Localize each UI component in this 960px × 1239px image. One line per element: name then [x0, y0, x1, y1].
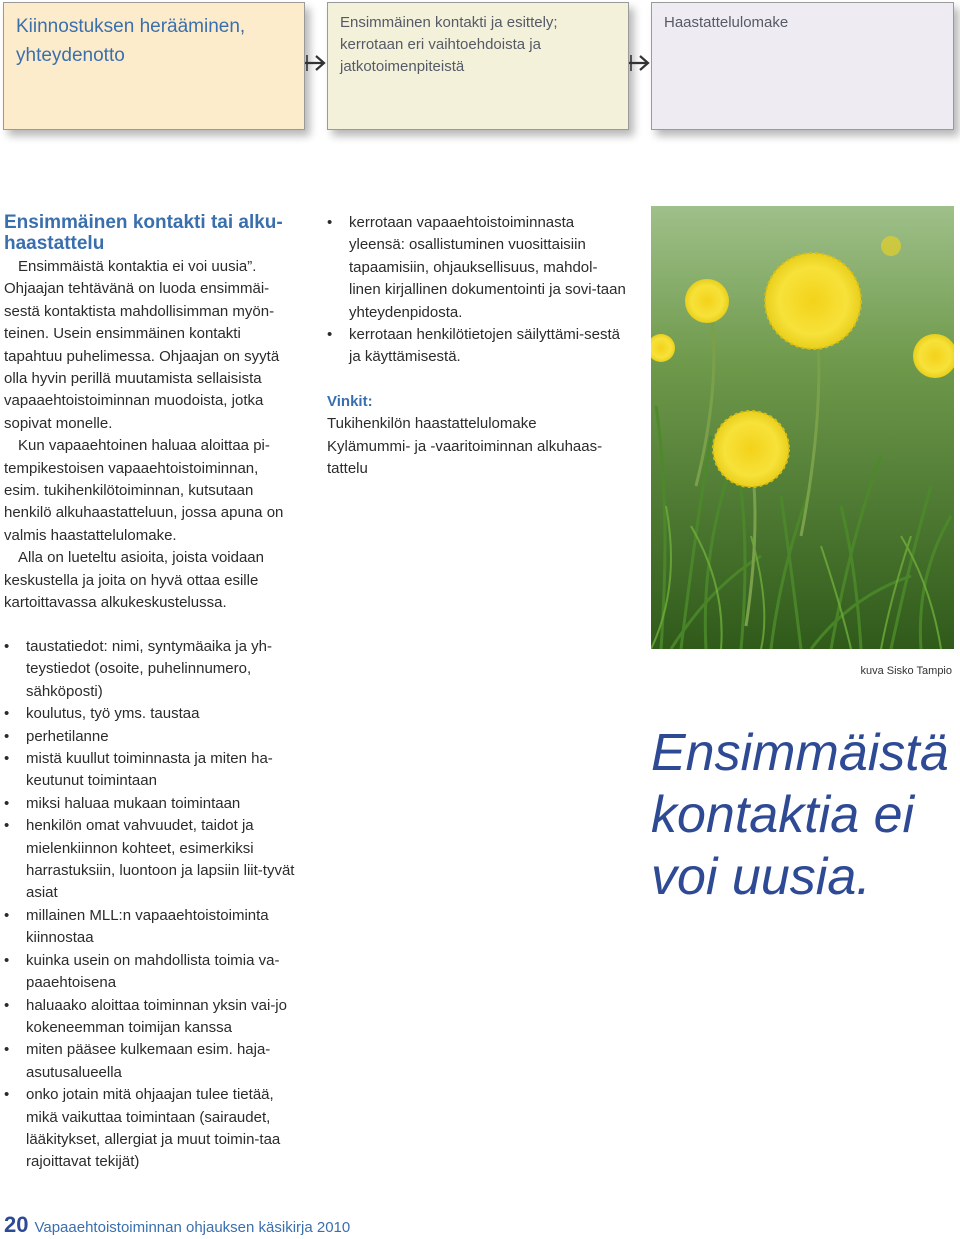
- page-footer: [4, 1212, 350, 1238]
- flow-step-1-text: Kiinnostuksen herääminen, yhteydenotto: [16, 16, 246, 66]
- list-item: • kuinka usein on mahdollista toimia va-paaehtoisena: [4, 950, 304, 995]
- interview-paragraph: Kun vapaaehtoinen haluaa aloittaa pi-tempikestoisen vapaaehtoistoiminnan, esim. tukihenkilötoiminnan, kutsutaan henkilö alkuhaastatteluun, jossa apuna on valmis haastattelulomake.: [4, 437, 284, 544]
- list-item: • kerrotaan henkilötietojen säilyttämi-sestä ja käyttämisestä.: [327, 324, 627, 369]
- arrow-right-icon: [304, 52, 326, 74]
- info-bullets: [327, 212, 627, 369]
- list-item: • henkilön omat vahvuudet, taidot ja mielenkiinnon kohteet, esimerkiksi harrastuksiin, luontoon ja lapsiin liit-tyvät asiat: [4, 815, 304, 905]
- flow-step-2: [327, 2, 629, 130]
- topics-list-container: [4, 636, 304, 1174]
- tips-item: Kylämummi- ja -vaaritoiminnan alkuhaas-tattelu: [327, 437, 603, 478]
- list-item: • miten pääsee kulkemaan esim. haja-asutusalueella: [4, 1039, 304, 1084]
- photo-credit: kuva Sisko Tampio: [860, 665, 952, 677]
- section-heading: Ensimmäinen kontakti tai alku-haastattelu: [4, 212, 283, 254]
- list-item: • haluaako aloittaa toiminnan yksin vai-jo kokeneemman toimijan kanssa: [4, 995, 304, 1040]
- book-title: Vapaaehtoistoiminnan ohjauksen käsikirja 2010: [34, 1219, 351, 1236]
- page-number: 20: [4, 1212, 29, 1237]
- list-item: • perhetilanne: [4, 726, 304, 748]
- arrow-right-icon: [628, 52, 650, 74]
- intro-paragraph: Ensimmäistä kontaktia ei voi uusia”. Ohjaajan tehtävänä on luoda ensimmäi-sestä kontaktista mahdollisimman myön-teinen. Usein ensimmäinen kontakti tapahtuu puhelimessa. Ohjaajan on syytä olla hyvin perillä muutamista sellaisista vapaaehtoistoiminnan muodoista, jotka sopivat monelle.: [4, 258, 280, 432]
- list-item: • taustatiedot: nimi, syntymäaika ja yh-teystiedot (osoite, puhelinnumero, sähköposti): [4, 636, 304, 703]
- list-item: • kerrotaan vapaaehtoistoiminnasta yleensä: osallistuminen vuosittaisiin tapaamisiin, ohjauksellisuus, mahdol-linen kirjallinen dokumentointi ja sovi-taan yhteydenpidosta.: [327, 212, 627, 324]
- topics-list: [4, 636, 304, 1174]
- middle-column: [327, 212, 627, 480]
- flow-step-2-text: Ensimmäinen kontakti ja esittely; kerrotaan eri vaihtoehdoista ja jatkotoimenpiteistä: [340, 14, 558, 75]
- left-column: [4, 212, 296, 615]
- flow-step-3-text: Haastattelulomake: [664, 14, 789, 31]
- list-item: • miksi haluaa mukaan toimintaan: [4, 793, 304, 815]
- list-item: • koulutus, työ yms. taustaa: [4, 703, 304, 725]
- list-item: • millainen MLL:n vapaaehtoistoiminta kiinnostaa: [4, 905, 304, 950]
- flow-step-1: [3, 2, 305, 130]
- tips-label: Vinkit:: [327, 392, 373, 410]
- topics-paragraph: Alla on lueteltu asioita, joista voidaan keskustella ja joita on hyvä ottaa esille kartoittavassa alkukeskustelussa.: [4, 549, 264, 612]
- dandelion-photo: [651, 206, 954, 649]
- list-item: • mistä kuullut toiminnasta ja miten ha-keutunut toimintaan: [4, 748, 304, 793]
- flow-step-3: [651, 2, 954, 130]
- tips-item: Tukihenkilön haastattelulomake: [327, 415, 537, 433]
- list-item: • onko jotain mitä ohjaajan tulee tietää, mikä vaikuttaa toimintaan (sairaudet, lääkitykset, allergiat ja muut toimin-taa rajoittavat tekijät): [4, 1084, 304, 1174]
- pull-quote: Ensimmäistä kontaktia ei voi uusia.: [651, 724, 949, 906]
